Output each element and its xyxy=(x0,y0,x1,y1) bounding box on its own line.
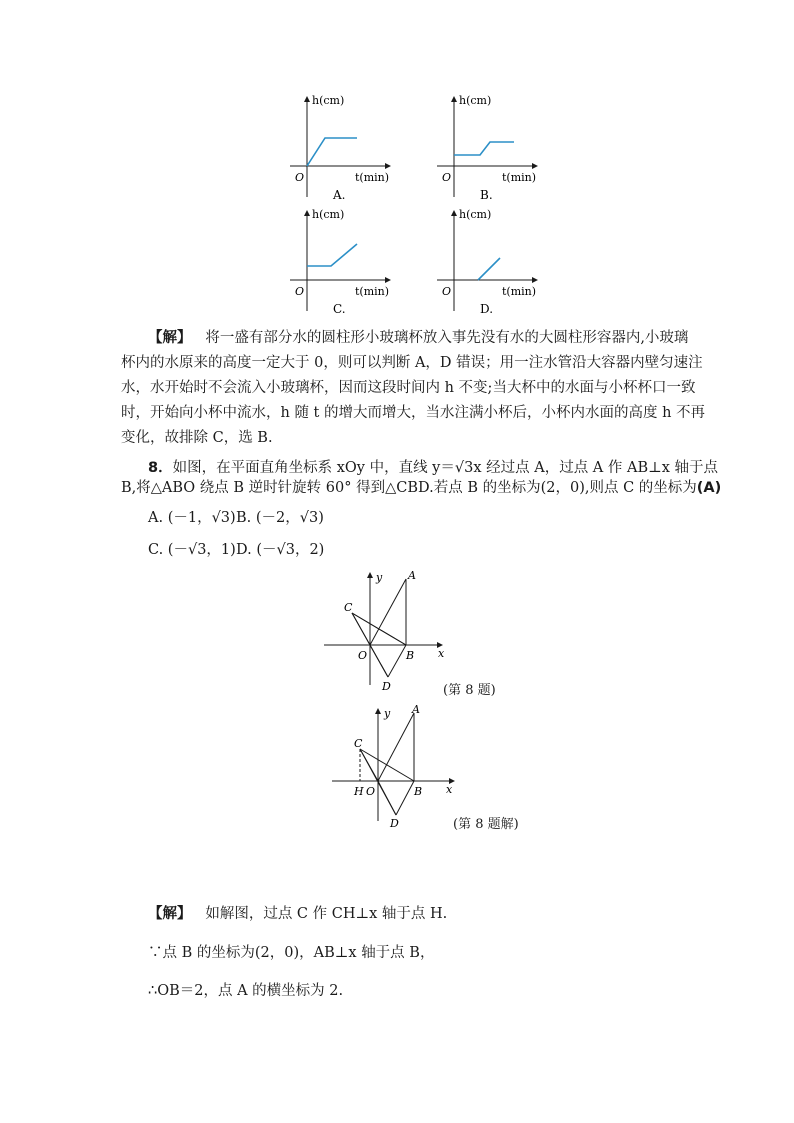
segment-bd xyxy=(388,645,406,677)
graph-caption: C. xyxy=(333,302,346,316)
graph-d xyxy=(432,206,547,318)
option-b: B. (－2，√3) xyxy=(236,510,324,526)
segment-od xyxy=(378,781,396,815)
label-d: D xyxy=(390,817,399,830)
x-axis-label: t(min) xyxy=(502,171,537,184)
solution-tag: 【解】 xyxy=(148,330,192,346)
figure-8-caption: (第 8 题) xyxy=(443,683,496,698)
label-y: y xyxy=(384,707,391,720)
label-a: A xyxy=(412,703,420,716)
graph-caption: A. xyxy=(333,188,346,202)
label-c: C xyxy=(354,737,363,750)
label-b: B xyxy=(414,785,423,798)
option-c: C. (－√3，1) xyxy=(148,542,236,558)
solution-7-line-5: 变化，故排除 C，选 B. xyxy=(121,430,273,446)
option-a: A. (－1，√3) xyxy=(148,510,236,526)
question-8-line-2: B,将△ABO 绕点 B 逆时针旋转 60° 得到△CBD.若点 B 的坐标为(2，0),则点 C 的坐标为(A) xyxy=(121,480,722,496)
label-a: A xyxy=(408,569,416,582)
origin-label: O xyxy=(295,285,305,298)
origin-label: O xyxy=(295,171,305,184)
x-axis-label: t(min) xyxy=(355,171,390,184)
y-axis-label: h(cm) xyxy=(459,208,492,221)
segment-co xyxy=(352,613,406,645)
origin-label: O xyxy=(442,285,452,298)
label-c: C xyxy=(344,601,353,614)
solution-8-line-3: ∴OB＝2，点 A 的横坐标为 2. xyxy=(148,983,344,999)
figure-8-solution-caption: (第 8 题解) xyxy=(453,817,519,832)
solution-7-line-1: 【解】 将一盛有部分水的圆柱形小玻璃杯放入事先没有水的大圆柱形容器内,小玻璃 xyxy=(148,330,689,346)
segment-oa xyxy=(370,579,406,645)
label-o: O xyxy=(366,785,376,798)
x-axis-label: t(min) xyxy=(355,285,390,298)
graph-c xyxy=(285,206,400,318)
question-number: 8． xyxy=(148,460,173,476)
segment-od xyxy=(370,645,388,677)
graph-b xyxy=(432,92,547,204)
solution-7-line-2: 杯内的水原来的高度一定大于 0，则可以判断 A，D 错误；用一注水管沿大容器内壁匀速注 xyxy=(121,355,703,371)
segment-ob-diag xyxy=(352,579,406,613)
y-axis-label: h(cm) xyxy=(312,208,345,221)
segment-bd xyxy=(396,781,414,815)
graph-curve xyxy=(307,244,357,266)
label-b: B xyxy=(406,649,415,662)
graph-curve xyxy=(454,142,514,155)
y-axis-label: h(cm) xyxy=(312,94,345,107)
answer-choice: (A) xyxy=(696,480,722,496)
label-x: x xyxy=(446,783,453,796)
label-o: O xyxy=(358,649,368,662)
graph-curve xyxy=(307,138,357,166)
figure-8-solution xyxy=(330,703,460,831)
label-h: H xyxy=(354,785,364,798)
solution-7-line-3: 水，水开始时不会流入小玻璃杯，因而这段时间内 h 不变;当大杯中的水面与小杯杯口一致 xyxy=(121,380,696,396)
segment-cb xyxy=(360,749,414,781)
graph-a xyxy=(285,92,400,204)
graph-caption: B. xyxy=(480,188,493,202)
solution-8-line-2: ∵点 B 的坐标为(2，0)，AB⊥x 轴于点 B， xyxy=(148,945,435,961)
origin-label: O xyxy=(442,171,452,184)
label-d: D xyxy=(382,680,391,693)
y-axis-label: h(cm) xyxy=(459,94,492,107)
figure-8 xyxy=(322,567,452,695)
solution-7-line-4: 时，开始向小杯中流水，h 随 t 的增大而增大，当水注满小杯后，小杯内水面的高度 h 不再 xyxy=(121,405,706,421)
solution-tag: 【解】 xyxy=(148,906,192,922)
solution-8-line-1: 【解】 如解图，过点 C 作 CH⊥x 轴于点 H. xyxy=(148,906,448,922)
graph-curve xyxy=(478,258,500,280)
question-8-line-1: 8．如图，在平面直角坐标系 xOy 中，直线 y＝√3x 经过点 A，过点 A 作 AB⊥x 轴于点 xyxy=(148,460,719,476)
segment-oc-cross xyxy=(356,627,406,629)
label-y: y xyxy=(376,571,383,584)
option-d: D. (－√3，2) xyxy=(236,542,325,558)
x-axis-label: t(min) xyxy=(502,285,537,298)
label-x: x xyxy=(438,647,445,660)
graph-caption: D. xyxy=(480,302,494,316)
